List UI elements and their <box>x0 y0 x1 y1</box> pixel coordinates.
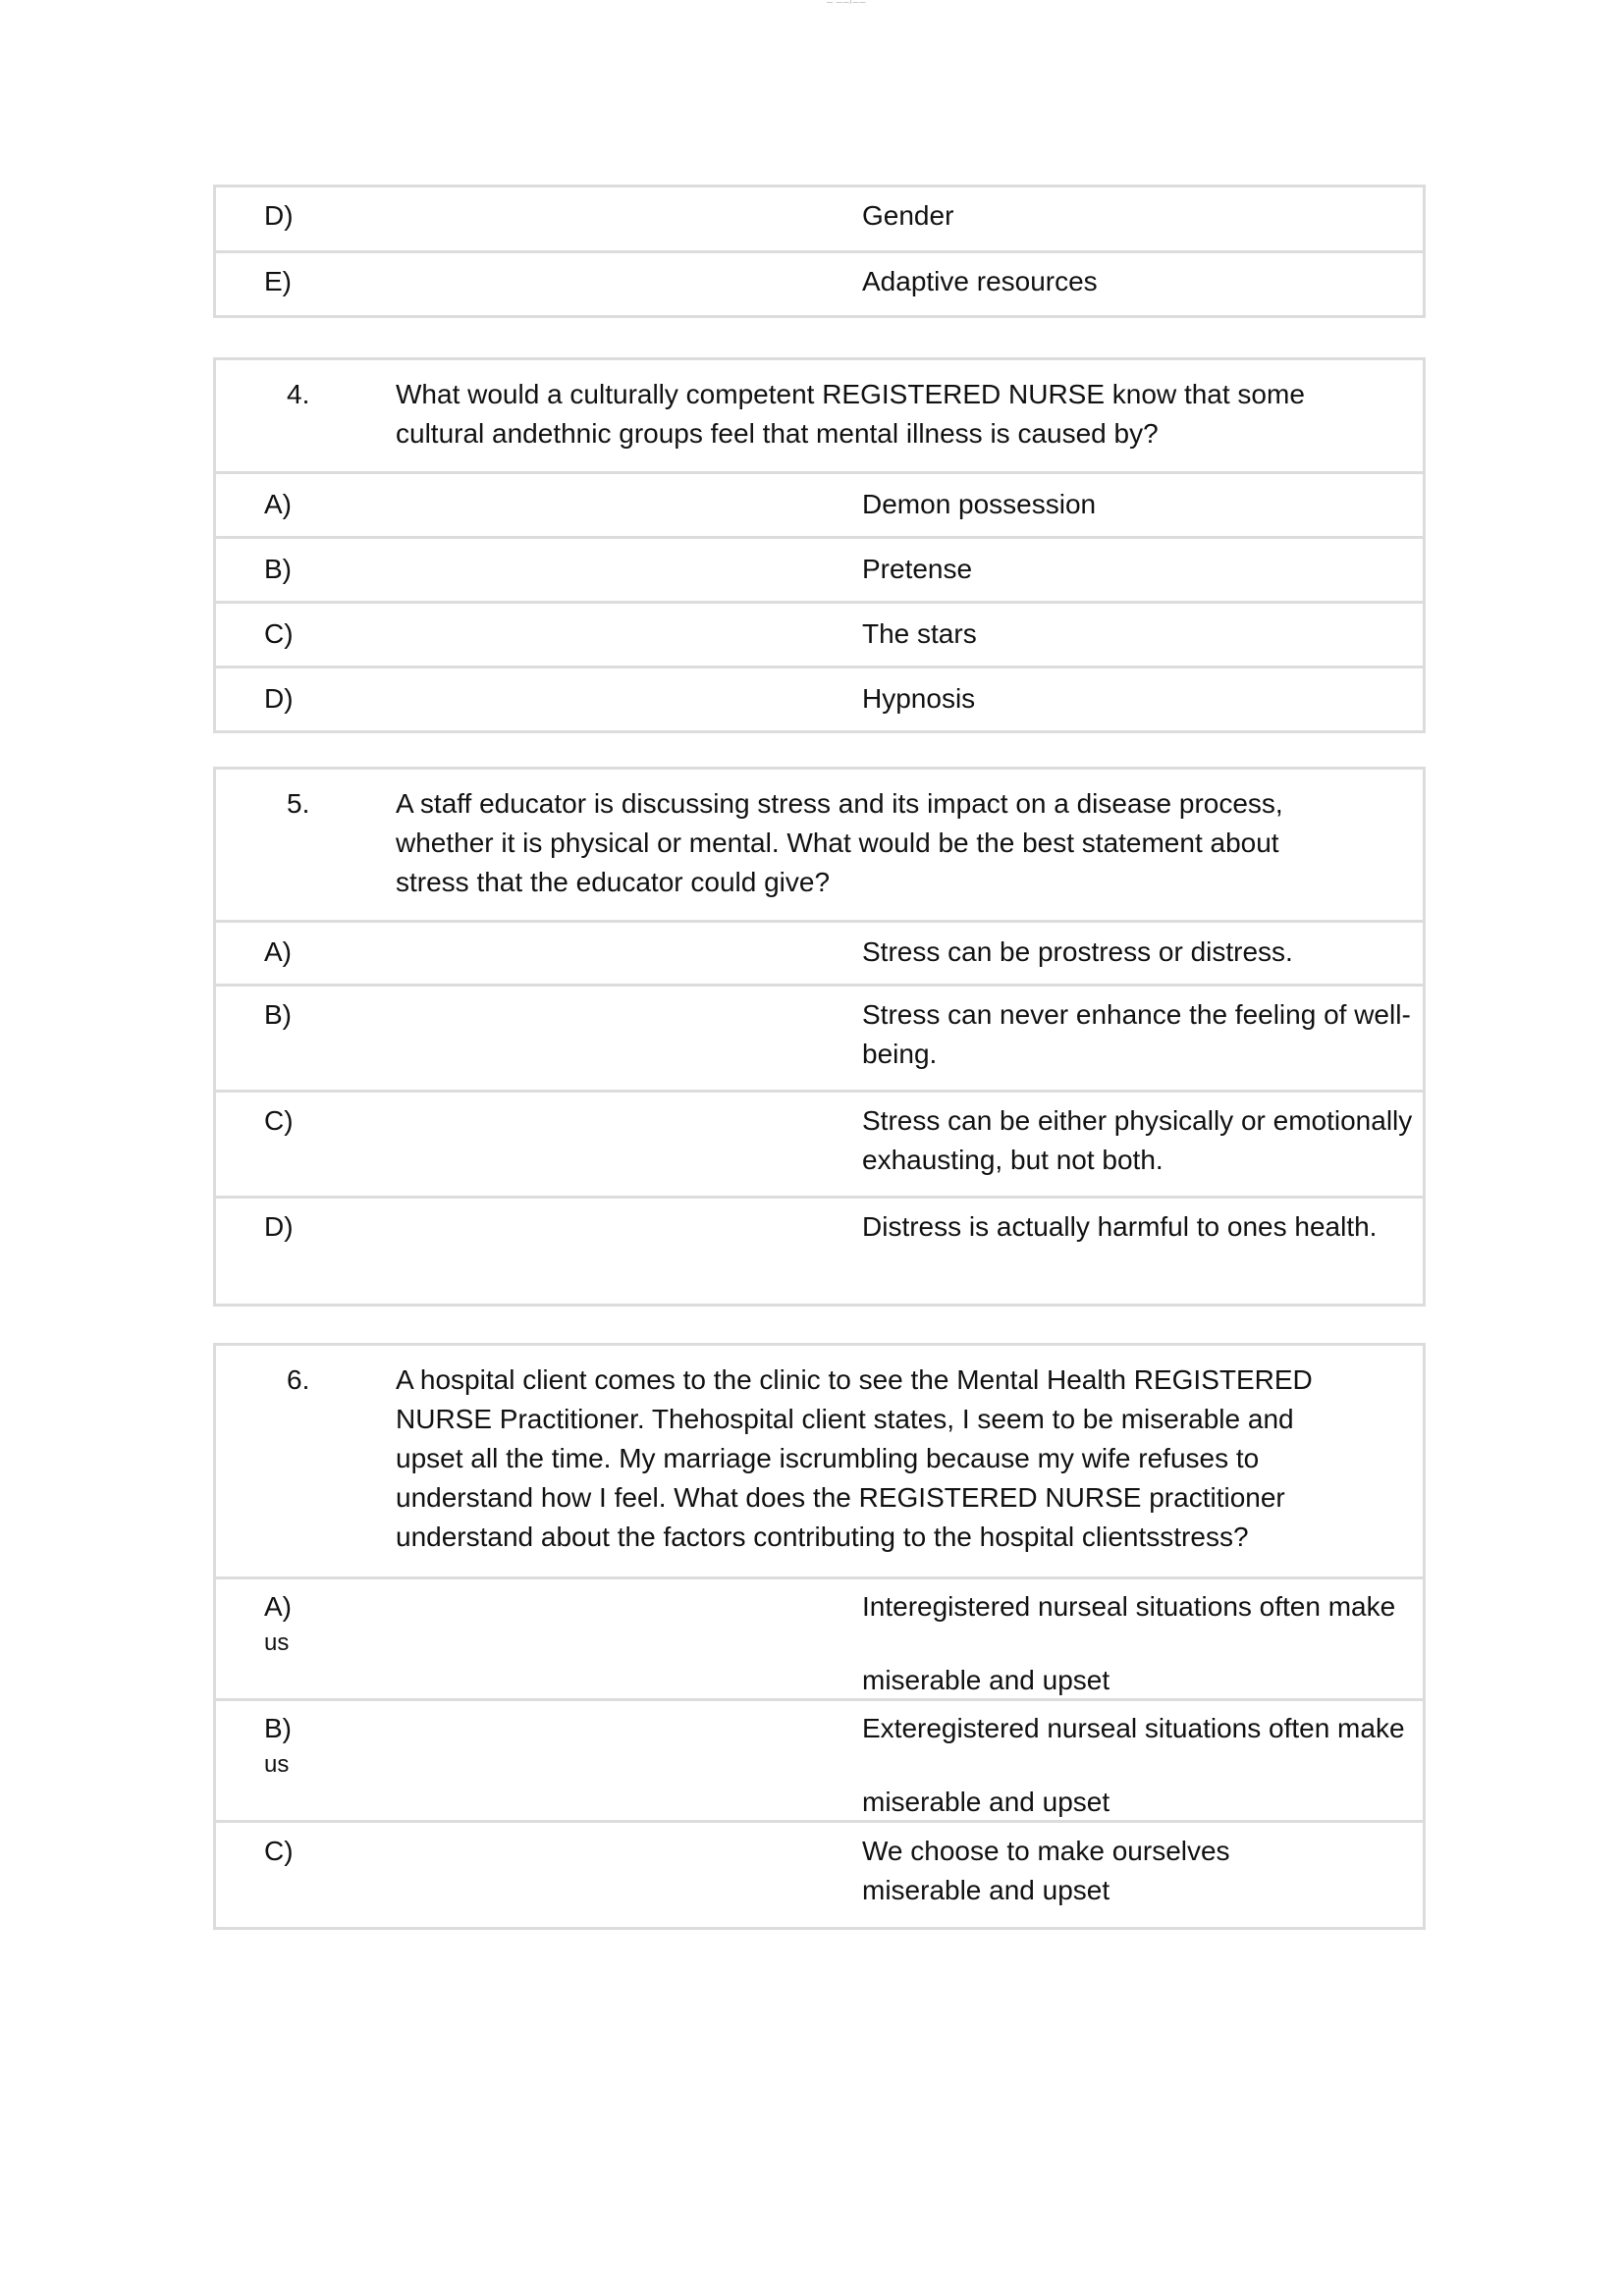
option-letter: D) <box>264 683 294 714</box>
option-letter: C) <box>264 1105 294 1136</box>
option-row <box>216 250 1423 315</box>
option-letter: D) <box>264 200 294 231</box>
option-text: We choose to make ourselves miserable and upset <box>862 1836 1230 1905</box>
question-row <box>216 1346 1423 1576</box>
option-row[interactable] <box>216 471 1423 536</box>
option-letter <box>264 1587 292 1660</box>
option-letter: B) <box>264 554 292 584</box>
option-text-continued: miserable and upset <box>862 1787 1110 1817</box>
option-row[interactable] <box>216 1090 1423 1196</box>
option-row[interactable] <box>216 1820 1423 1927</box>
option-letter: A) <box>264 489 292 519</box>
option-letter: D) <box>264 1211 294 1242</box>
option-letter: C) <box>264 1836 294 1866</box>
question-3-options-table <box>213 185 1426 318</box>
page-header-mark: — ——/—— <box>827 0 867 6</box>
option-letter <box>264 1709 292 1782</box>
option-letter: E) <box>264 266 292 296</box>
option-row[interactable] <box>216 1196 1423 1304</box>
option-text: Hypnosis <box>862 683 976 714</box>
option-text: Pretense <box>862 554 973 584</box>
question-6-table <box>213 1343 1426 1930</box>
option-row <box>216 187 1423 250</box>
option-letter: C) <box>264 618 294 649</box>
question-row <box>216 770 1423 920</box>
option-text: Distress is actually harmful to ones health. <box>862 1211 1378 1242</box>
option-text: Demon possession <box>862 489 1097 519</box>
option-row[interactable] <box>216 601 1423 666</box>
question-text: What would a culturally competent REGISTERED NURSE know that some cultural andethnic groups feel that mental illness is caused by? <box>396 379 1305 449</box>
option-letter-sub: us <box>264 1751 290 1778</box>
option-text: Interegistered nurseal situations often make <box>862 1591 1396 1622</box>
option-letter-sub: us <box>264 1629 290 1656</box>
option-text: Stress can never enhance the feeling of well-being. <box>862 999 1411 1069</box>
option-text: Stress can be prostress or distress. <box>862 936 1293 967</box>
option-letter-main: A) <box>264 1591 292 1622</box>
option-row[interactable] <box>216 666 1423 730</box>
question-text: A hospital client comes to the clinic to see the Mental Health REGISTERED NURSE Practitioner. Thehospital client states, I seem to be miserable and upset all the time. My marriage iscrumbling because my wife refuses to understand how I feel. What does the REGISTERED NURSE practitioner understand about the factors contributing to the hospital clientsstress? <box>396 1364 1313 1552</box>
option-text-continued: miserable and upset <box>862 1665 1110 1695</box>
question-text: A staff educator is discussing stress and its impact on a disease process, whether it is physical or mental. What would be the best statement about stress that the educator could give? <box>396 788 1283 897</box>
option-text: Exteregistered nurseal situations often make <box>862 1713 1405 1743</box>
question-number: 5. <box>287 788 310 819</box>
option-row[interactable] <box>216 536 1423 601</box>
question-4-table <box>213 357 1426 733</box>
option-text: Gender <box>862 200 954 231</box>
question-5-table <box>213 767 1426 1307</box>
option-letter-main: B) <box>264 1713 292 1743</box>
option-row[interactable] <box>216 984 1423 1090</box>
option-letter: B) <box>264 999 292 1030</box>
option-text: The stars <box>862 618 977 649</box>
option-text: Stress can be either physically or emotionally exhausting, but not both. <box>862 1105 1413 1175</box>
option-row[interactable] <box>216 1698 1423 1820</box>
option-row[interactable] <box>216 920 1423 984</box>
option-text: Adaptive resources <box>862 266 1098 296</box>
option-row[interactable] <box>216 1576 1423 1698</box>
question-number: 6. <box>287 1364 310 1395</box>
question-row <box>216 360 1423 471</box>
option-letter: A) <box>264 936 292 967</box>
question-number: 4. <box>287 379 310 409</box>
